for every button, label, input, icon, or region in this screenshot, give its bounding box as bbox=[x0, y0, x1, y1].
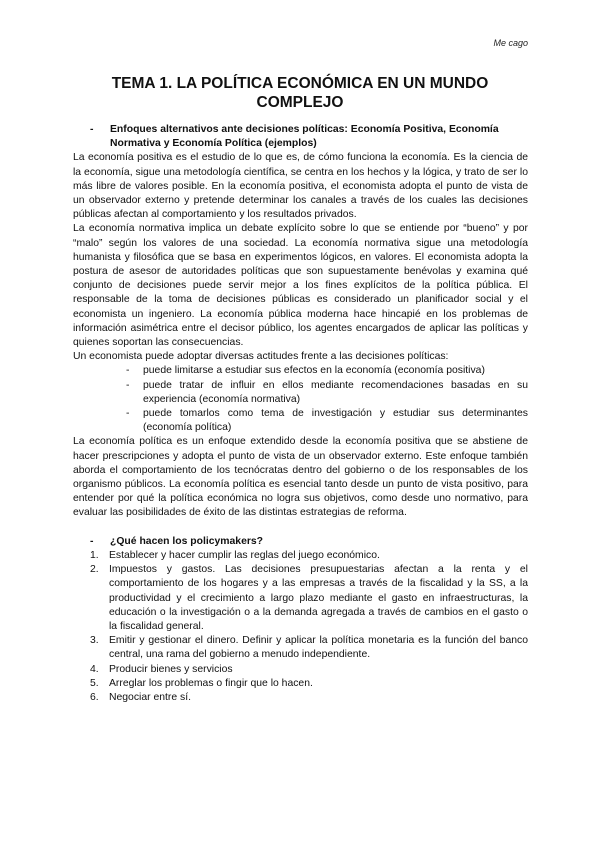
item-number: 1. bbox=[90, 549, 99, 561]
list-item bbox=[90, 634, 528, 662]
list-item-text: Negociar entre sí. bbox=[109, 691, 192, 703]
list-item bbox=[126, 364, 528, 378]
list-item-text: Impuestos y gastos. Las decisiones presupuestarias afectan a la renta y el comportamiento de los hogares y a las empresas a través de la fiscalidad y la SS, a la productividad y el crecimiento a largo plazo mediante el gasto en infraestructuras, la educación o la investigación o a la demanda agregada a través de cambios en el gasto o la fiscalidad general. bbox=[109, 564, 528, 632]
list-item bbox=[90, 549, 528, 563]
document-body bbox=[73, 123, 528, 705]
paragraph-economia-positiva: La economía positiva es el estudio de lo que es, de cómo funciona la economía. Es la ciencia de la economía, sigue una metodología científica, se centra en los hechos y la lógica, y trato de ser lo más libre de valores posible. En la economía positiva, el economista adopta el punto de vista de un observador externo y pretende determinar los canales a través de los cuales las decisiones públicas afectan al comportamiento y los resultados privados. bbox=[73, 152, 528, 221]
paragraph-economia-normativa: La economía normativa implica un debate explícito sobre lo que se entiende por “bueno” y por “malo” según los valores de una sociedad. La economía normativa sigue una metodología humanista y filosófica que se basa en experimentos lógicos, en valores. El economista adopta la postura de asesor de autoridades políticas que son supuestamente benévolas y examina qué conjunto de decisiones puede servir mejor a los fines explícitos de la política pública. El responsable de la toma de decisiones públicas es considerado un planificador social y el economista un ingeniero. La economía pública moderna hace hincapié en los problemas de información asimétrica entre el decisor público, los agentes encargados de aplicar las políticas y quienes soportan las consecuencias. bbox=[73, 223, 528, 349]
list-item-text: Emitir y gestionar el dinero. Definir y aplicar la política monetaria es la función del banco central, una rama del gobierno a menudo independiente. bbox=[109, 635, 528, 661]
list-item bbox=[90, 691, 528, 705]
list-item-text: puede limitarse a estudiar sus efectos en la economía (economía positiva) bbox=[143, 365, 485, 377]
list-item-text: puede tratar de influir en ellos mediante recomendaciones basadas en su experiencia (economía normativa) bbox=[143, 379, 528, 405]
page-title: TEMA 1. LA POLÍTICA ECONÓMICA EN UN MUNDO COMPLEJO bbox=[111, 75, 489, 111]
list-item bbox=[90, 563, 528, 634]
header-note: Me cago bbox=[493, 38, 528, 48]
policymakers-list bbox=[73, 549, 528, 705]
list-item-text: puede tomarlos como tema de investigación y estudiar sus determinantes (economía política) bbox=[143, 408, 528, 434]
section-heading-text: Enfoques alternativos ante decisiones políticas: Economía Positiva, Economía Normativa y Economía Política (ejemplos) bbox=[110, 124, 499, 150]
list-item bbox=[90, 663, 528, 677]
list-item bbox=[126, 379, 528, 407]
item-number: 3. bbox=[90, 635, 99, 647]
section-heading-policymakers bbox=[73, 535, 528, 549]
attitudes-list bbox=[73, 364, 528, 435]
list-item bbox=[126, 407, 528, 435]
section-marker: - bbox=[90, 124, 94, 135]
paragraph-actitudes: Un economista puede adoptar diversas actitudes frente a las decisiones políticas: bbox=[73, 351, 449, 363]
list-item-text: Arreglar los problemas o fingir que lo hacen. bbox=[109, 677, 313, 689]
item-number: 2. bbox=[90, 564, 99, 576]
list-item-text: Establecer y hacer cumplir las reglas del juego económico. bbox=[109, 549, 380, 561]
bullet-marker: - bbox=[126, 365, 130, 377]
section-heading-text: ¿Qué hacen los policymakers? bbox=[110, 535, 264, 547]
spacer bbox=[73, 521, 528, 535]
bullet-marker: - bbox=[126, 379, 130, 391]
paragraph-economia-politica: La economía política es un enfoque extendido desde la economía positiva que se abstiene de hacer prescripciones y adopta el punto de vista de un observador externo. Este enfoque también aborda el comportamiento de los tecnócratas dentro del gobierno o de los responsables de los organismo públicos. La economía política es esencial tanto desde un punto de vista positivo, para entender por qué la política económica no logra sus objetivos, como desde uno normativo, para evaluar las posibilidades de éxito de las distintas estrategias de reforma. bbox=[73, 436, 528, 519]
item-number: 6. bbox=[90, 691, 99, 703]
list-item-text: Producir bienes y servicios bbox=[109, 663, 233, 675]
item-number: 5. bbox=[90, 677, 99, 689]
section-heading-enfoques bbox=[73, 123, 528, 151]
section-marker: - bbox=[90, 535, 94, 547]
list-item bbox=[90, 677, 528, 691]
item-number: 4. bbox=[90, 663, 99, 675]
bullet-marker: - bbox=[126, 408, 130, 420]
